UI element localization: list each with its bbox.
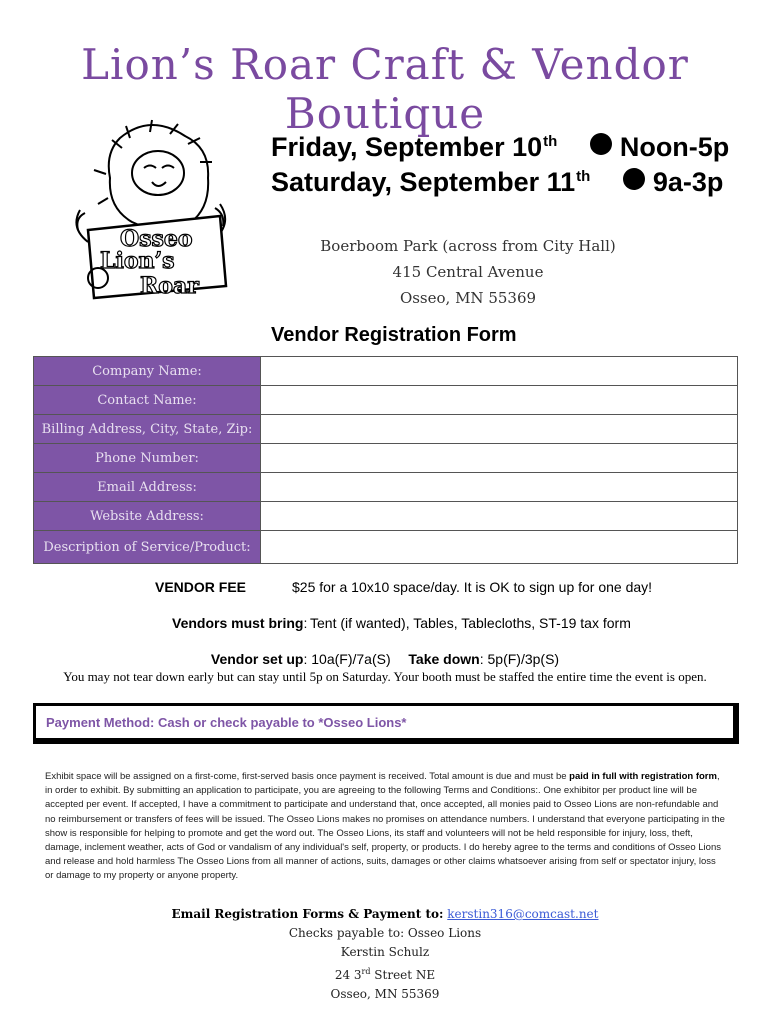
event-day1-date: Friday, September 10 xyxy=(271,132,543,162)
footer-contact xyxy=(0,905,770,1004)
vendor-fee-text: $25 for a 10x10 space/day. It is OK to sign up for one day! xyxy=(292,579,653,595)
form-title: Vendor Registration Form xyxy=(271,324,517,346)
website-address-field[interactable] xyxy=(261,502,738,531)
contact-name-label: Contact Name: xyxy=(34,386,261,415)
setup-line xyxy=(0,651,770,667)
footer-line5: Osseo, MN 55369 xyxy=(330,987,440,1001)
billing-address-field[interactable] xyxy=(261,415,738,444)
registration-form-table xyxy=(33,356,738,564)
logo-line3: Roar xyxy=(140,273,199,299)
event-day2-date: Saturday, September 11 xyxy=(271,167,576,197)
form-row-email xyxy=(34,473,738,502)
footer-line2: Checks payable to: Osseo Lions xyxy=(288,926,482,940)
setup-value: : 10a(F)/7a(S) xyxy=(303,651,391,667)
page-title: Lion’s Roar Craft & Vendor Boutique xyxy=(81,40,689,138)
form-row-description xyxy=(34,531,738,564)
footer-email-link[interactable]: kerstin316@comcast.net xyxy=(447,907,599,921)
takedown-value: : 5p(F)/3p(S) xyxy=(479,651,560,667)
footer-line1 xyxy=(0,905,770,924)
event-day2-time: 9a-3p xyxy=(652,167,724,197)
event-day1-time: Noon-5p xyxy=(619,132,730,162)
form-row-contact xyxy=(34,386,738,415)
billing-address-label: Billing Address, City, State, Zip: xyxy=(34,415,261,444)
staffing-note: You may not tear down early but can stay until 5p on Saturday. Your booth must be staffed the entire time the event is open. xyxy=(63,669,707,684)
terms-part1: Exhibit space will be assigned on a first-come, first-served basis once payment is received. Total amount is due and must be xyxy=(45,771,570,782)
logo-line1: Osseo xyxy=(120,226,193,252)
company-name-field[interactable] xyxy=(261,357,738,386)
footer-line4 xyxy=(0,962,770,985)
payment-method-text: Payment Method: Cash or check payable to *Osseo Lions* xyxy=(46,715,407,730)
location-line1: Boerboom Park (across from City Hall) xyxy=(320,237,616,255)
form-row-billing xyxy=(34,415,738,444)
website-address-label: Website Address: xyxy=(34,502,261,531)
bullet-icon xyxy=(623,168,645,190)
terms-paragraph xyxy=(45,770,725,884)
vendors-bring-label xyxy=(172,615,307,631)
form-row-company xyxy=(34,357,738,386)
form-row-website xyxy=(34,502,738,531)
footer-line4b: Street NE xyxy=(370,968,436,982)
setup-label: Vendor set up xyxy=(210,651,304,667)
footer-line4a: 24 3 xyxy=(334,968,362,982)
company-name-label: Company Name: xyxy=(34,357,261,386)
location-line2: 415 Central Avenue xyxy=(392,263,544,281)
vendor-fee-label: VENDOR FEE xyxy=(155,579,247,595)
event-location xyxy=(318,233,618,311)
event-day1-sup: th xyxy=(543,133,558,150)
logo-line2: Lion’s xyxy=(100,248,175,274)
takedown-label: Take down xyxy=(408,651,480,667)
description-field[interactable] xyxy=(261,531,738,564)
terms-part2: , in order to exhibit. By submitting an application to participate, you are agreeing to the following Terms and Conditions:. One exhibitor per product line will be accepted per event. If accepted, I have a commitment to participate and understand that, once accepted, all monies paid to Osseo Lions are non-refundable and no reimbursement or transfers of fees will be issued. The Osseo Lions makes no promises on attendance numbers. I understand that everyone participating in the show is responsible for helping to promote and get the word out. The Osseo Lions, its staff and volunteers will not be held responsible for injury, loss, theft, damage, inclement weather, acts of God or vandalism of any individual's self, property, or products. I do hereby agree to the terms and conditions of Osseo Lions and release and hold harmless The Osseo Lions from all manner of actions, suits, damages or other claims whatsoever arising from self or spectator injury, loss or damage to my property or anyone property. xyxy=(45,771,725,882)
vendors-bring-label-text: Vendors must bring xyxy=(172,615,304,631)
description-label: Description of Service/Product: xyxy=(34,531,261,564)
phone-number-label: Phone Number: xyxy=(34,444,261,473)
terms-bold: paid in full with registration form xyxy=(569,771,717,782)
email-address-field[interactable] xyxy=(261,473,738,502)
form-row-phone xyxy=(34,444,738,473)
footer-line4-sup: rd xyxy=(361,967,371,976)
event-day1 xyxy=(271,132,729,163)
location-line3: Osseo, MN 55369 xyxy=(399,289,537,307)
vendors-bring-text: Tent (if wanted), Tables, Tablecloths, ST-19 tax form xyxy=(310,615,631,631)
payment-method-box xyxy=(33,703,739,744)
phone-number-field[interactable] xyxy=(261,444,738,473)
footer-line3: Kerstin Schulz xyxy=(340,945,430,959)
event-day2 xyxy=(271,167,723,198)
vendors-bring-colon: : xyxy=(303,615,308,631)
footer-label: Email Registration Forms & Payment to: xyxy=(171,907,444,921)
event-day2-sup: th xyxy=(576,168,591,185)
lion-logo xyxy=(60,118,240,308)
contact-name-field[interactable] xyxy=(261,386,738,415)
email-address-label: Email Address: xyxy=(34,473,261,502)
bullet-icon xyxy=(590,133,612,155)
